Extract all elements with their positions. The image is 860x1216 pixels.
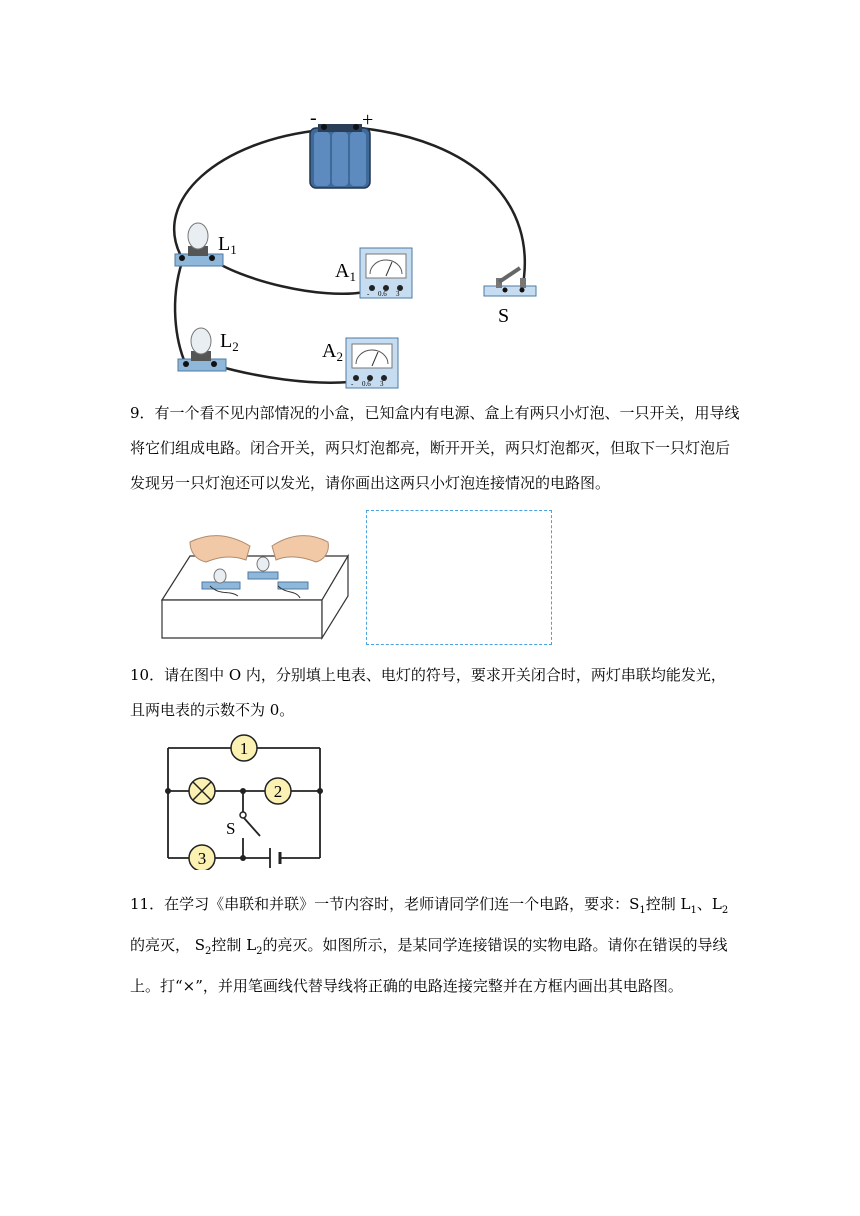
circuit-figure-1 <box>0 0 860 400</box>
slot-3-label: 3 <box>197 849 207 868</box>
q11-s2-sub: 2 <box>205 946 212 957</box>
a1-tick-minus: - <box>367 290 370 298</box>
box-with-hands-figure <box>150 520 360 645</box>
q11-text-2b: 控制 L <box>211 936 257 954</box>
a2-tick-3: 3 <box>380 380 384 388</box>
q11-text-1b: 控制 L <box>645 895 691 913</box>
q11-l2: L <box>711 895 722 913</box>
bulb-l2-icon <box>178 328 226 371</box>
a2-label: $A_2$ <box>322 340 343 364</box>
question-11 <box>130 887 740 1004</box>
a1-tick-0.6: 0.6 <box>378 290 387 298</box>
circuit-diagram-q10 <box>160 730 330 870</box>
switch-blade <box>244 818 260 836</box>
slot-2-label: 2 <box>273 782 283 801</box>
battery-icon <box>310 124 370 188</box>
question-10-text: 10．请在图中 O 内，分别填上电表、电灯的符号，要求开关闭合时，两灯串联均能发光，且两电表的示数不为 0。 <box>130 666 726 719</box>
l1-label: $L_1$ <box>218 233 237 257</box>
wire-l2-a2 <box>214 365 350 383</box>
q11-l1-sub: 1 <box>690 905 697 916</box>
q11-text-2c: 的亮灭。如图所示，是某同学连接错误的实物电路。请你在错误的导线上。打“×”，并用笔画线代替导线将正确的电路连接完整并在方框内画出其电路图。 <box>130 936 728 995</box>
q11-text-1c: 、 <box>696 895 712 913</box>
q11-text-1: 11．在学习《串联和并联》一节内容时，老师请同学们连一个电路，要求：S <box>130 895 640 913</box>
q11-s1-sub: 1 <box>639 905 646 916</box>
switch-label: S <box>498 305 510 327</box>
wire-l1-l2 <box>175 262 186 365</box>
switch-s-label: S <box>226 819 236 838</box>
a2-tick-0.6: 0.6 <box>362 380 371 388</box>
a1-label: $A_1$ <box>335 260 356 284</box>
ammeter-a2-icon <box>346 338 398 388</box>
lamp-symbol-icon <box>189 778 215 804</box>
a2-tick-minus: - <box>351 380 354 388</box>
q11-l2-sub-b: 2 <box>256 946 263 957</box>
slot-1-label: 1 <box>239 739 249 758</box>
a1-tick-3: 3 <box>396 290 400 298</box>
bulb-l1-icon <box>175 223 223 266</box>
q11-text-2a: 的亮灭， S <box>130 936 206 954</box>
battery-minus-label: - <box>310 107 317 129</box>
q11-l2-sub: 2 <box>721 905 729 916</box>
switch-icon <box>484 268 536 296</box>
answer-box[interactable] <box>366 510 552 645</box>
question-9 <box>130 396 740 501</box>
question-10 <box>130 658 740 728</box>
battery-plus-label: + <box>362 109 374 131</box>
question-9-text: 9．有一个看不见内部情况的小盒，已知盒内有电源、盒上有两只小灯泡、一只开关，用导线将它们组成电路。闭合开关，两只灯泡都亮，断开开关，两只灯泡都灭，但取下一只灯泡后发现另一只灯泡还可以发光，请你画出这两只小灯泡连接情况的电路图。 <box>130 404 740 492</box>
l2-label: $L_2$ <box>220 330 239 354</box>
